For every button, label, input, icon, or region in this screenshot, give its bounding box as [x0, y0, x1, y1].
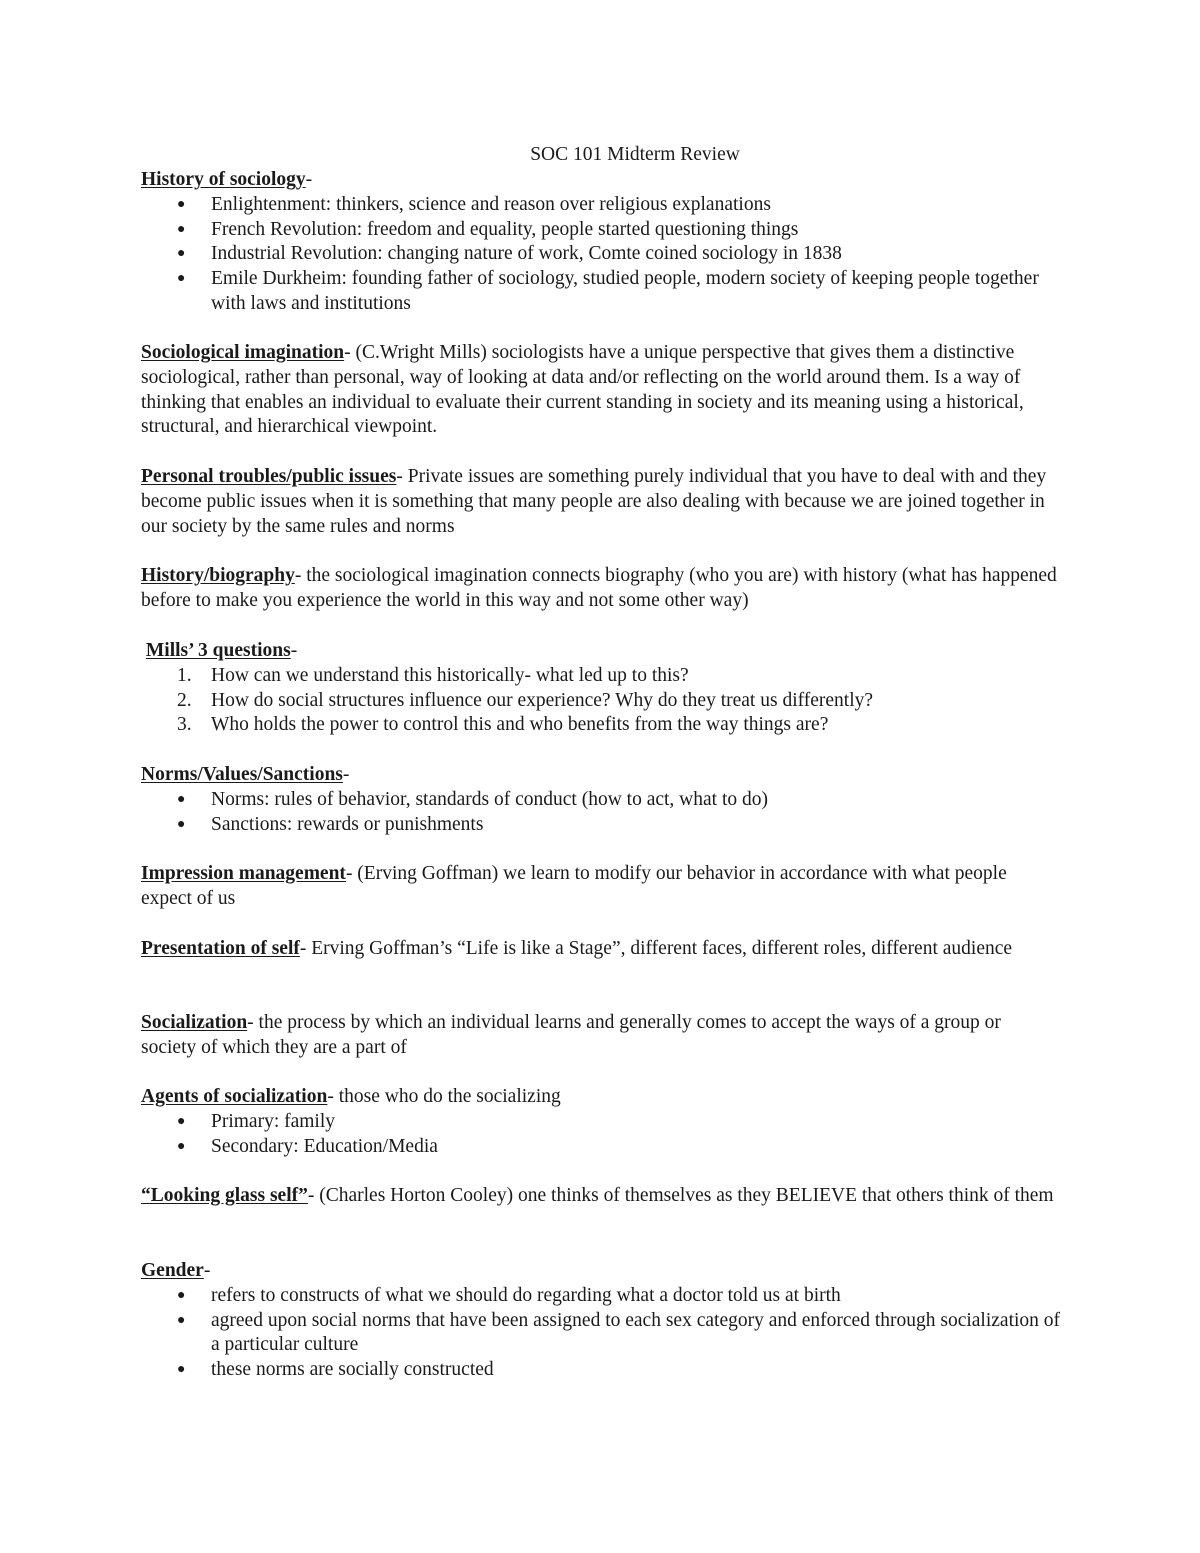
- term-looking-glass-self: “Looking glass self”: [141, 1185, 308, 1206]
- section-heading: [141, 1259, 1061, 1284]
- term-sociological-imagination: Sociological imagination: [141, 342, 345, 363]
- section-socialization: [141, 1011, 1061, 1061]
- definition-text: - (Charles Horton Cooley) one thinks of themselves as they BELIEVE that others think of them: [307, 1185, 1054, 1206]
- list-item: [141, 218, 1061, 243]
- term-socialization: Socialization: [141, 1012, 248, 1033]
- section-heading: [141, 639, 1061, 664]
- list-item: [141, 242, 1061, 267]
- list-item: [141, 1110, 1061, 1135]
- list-item-text: Norms: rules of behavior, standards of conduct (how to act, what to do): [211, 788, 768, 810]
- term-history-of-sociology: History of sociology: [141, 169, 306, 190]
- bullet-list: [141, 193, 1061, 317]
- list-item-text: French Revolution: freedom and equality, people started questioning things: [211, 218, 799, 240]
- definition-text: - those who do the socializing: [327, 1086, 561, 1107]
- section-sociological-imagination: [141, 341, 1061, 440]
- paragraph: [141, 1085, 1061, 1110]
- paragraph: [141, 465, 1061, 539]
- paragraph: [141, 341, 1061, 440]
- list-item: [141, 193, 1061, 218]
- list-item: [141, 1284, 1061, 1309]
- list-item-text: Industrial Revolution: changing nature of work, Comte coined sociology in 1838: [211, 243, 842, 265]
- list-item: [141, 788, 1061, 813]
- bullet-list: [141, 1110, 1061, 1160]
- list-item: [141, 1135, 1061, 1160]
- section-agents-of-socialization: [141, 1085, 1061, 1159]
- definition-text: - (C.Wright Mills) sociologists have a unique perspective that gives them a distinctive sociological, rather than personal, way of looking at data and/or reflecting on the world around them. Is a way of thinking that enables an individual to evaluate their current standing in society and its meaning using a historical, structural, and hierarchical viewpoint.: [141, 342, 1024, 438]
- term-gender: Gender: [141, 1260, 204, 1281]
- list-item-text: Sanctions: rewards or punishments: [211, 813, 484, 835]
- numbered-list: [141, 664, 1061, 738]
- list-number: 2.: [177, 689, 192, 711]
- bullet-list: [141, 788, 1061, 838]
- list-item-text: Secondary: Education/Media: [211, 1135, 438, 1157]
- list-item-text: Primary: family: [211, 1110, 336, 1132]
- bullet-icon: ●: [177, 1138, 186, 1154]
- paragraph: [141, 1011, 1061, 1061]
- list-item: [141, 1358, 1061, 1383]
- list-item-text: How can we understand this historically- what led up to this?: [211, 664, 689, 686]
- term-agents-of-socialization: Agents of socialization: [141, 1086, 328, 1107]
- bullet-icon: ●: [177, 816, 186, 832]
- section-norms-values-sanctions: [141, 763, 1061, 837]
- paragraph: [141, 862, 1061, 912]
- bullet-icon: ●: [177, 221, 186, 237]
- list-item-text: Emile Durkheim: founding father of sociology, studied people, modern society of keeping people together with laws and institutions: [211, 268, 1039, 314]
- paragraph: [141, 1184, 1061, 1209]
- list-item-text: agreed upon social norms that have been assigned to each sex category and enforced through socialization of a particular culture: [211, 1309, 1061, 1356]
- section-impression-management: [141, 862, 1061, 912]
- bullet-icon: ●: [177, 246, 186, 262]
- list-item: [141, 664, 1061, 689]
- list-item-text: Who holds the power to control this and who benefits from the way things are?: [211, 714, 829, 736]
- bullet-icon: ●: [177, 791, 186, 807]
- list-item: [141, 267, 1061, 317]
- bullet-icon: ●: [177, 271, 186, 287]
- list-item-text: How do social structures influence our experience? Why do they treat us differently?: [211, 689, 874, 711]
- section-history-of-sociology: [141, 168, 1061, 317]
- section-mills-questions: [141, 639, 1061, 738]
- list-item: [141, 713, 1061, 738]
- section-gender: [141, 1259, 1061, 1383]
- term-mills-questions: Mills’ 3 questions: [145, 640, 291, 661]
- bullet-list: [141, 1284, 1061, 1383]
- section-history-biography: [141, 564, 1061, 614]
- definition-text: - Private issues are something purely individual that you have to deal with and they become public issues when it is something that many people are also dealing with because we are joined together in our society by the same rules and norms: [141, 466, 1047, 537]
- bullet-icon: ●: [177, 1362, 186, 1378]
- term-presentation-of-self: Presentation of self: [141, 938, 300, 959]
- list-item-text: refers to constructs of what we should do regarding what a doctor told us at birth: [211, 1284, 841, 1306]
- list-number: 1.: [177, 664, 192, 686]
- heading-suffix: -: [305, 169, 313, 190]
- paragraph: [141, 937, 1061, 962]
- term-norms-values-sanctions: Norms/Values/Sanctions: [141, 764, 343, 785]
- section-heading: [141, 168, 1061, 193]
- list-item: [141, 689, 1061, 714]
- list-item: [141, 1309, 1061, 1359]
- term-history-biography: History/biography: [141, 565, 295, 586]
- bullet-icon: ●: [177, 1113, 186, 1129]
- list-item-text: Enlightenment: thinkers, science and reason over religious explanations: [211, 193, 771, 215]
- heading-suffix: -: [342, 764, 350, 785]
- definition-text: - (Erving Goffman) we learn to modify our behavior in accordance with what people expect of us: [141, 863, 1007, 909]
- bullet-icon: ●: [177, 196, 186, 212]
- section-presentation-of-self: [141, 937, 1061, 962]
- term-impression-management: Impression management: [141, 863, 346, 884]
- bullet-icon: ●: [177, 1287, 186, 1303]
- list-item-text: these norms are socially constructed: [211, 1359, 494, 1381]
- heading-suffix: -: [203, 1260, 211, 1281]
- document-title: SOC 101 Midterm Review: [530, 144, 740, 165]
- section-personal-troubles: [141, 465, 1061, 539]
- section-looking-glass-self: [141, 1184, 1061, 1209]
- list-item: [141, 813, 1061, 838]
- term-personal-troubles: Personal troubles/public issues: [141, 466, 397, 487]
- definition-text: - Erving Goffman’s “Life is like a Stage”, different faces, different roles, different audience: [299, 938, 1013, 959]
- definition-text: - the sociological imagination connects biography (who you are) with history (what has happened before to make you experience the world in this way and not some other way): [141, 565, 1057, 611]
- section-heading: [141, 763, 1061, 788]
- definition-text: - the process by which an individual learns and generally comes to accept the ways of a group or society of which they are a part of: [141, 1012, 1001, 1058]
- paragraph: [141, 564, 1061, 614]
- heading-suffix: -: [290, 640, 298, 661]
- bullet-icon: ●: [177, 1312, 186, 1328]
- list-number: 3.: [177, 714, 192, 736]
